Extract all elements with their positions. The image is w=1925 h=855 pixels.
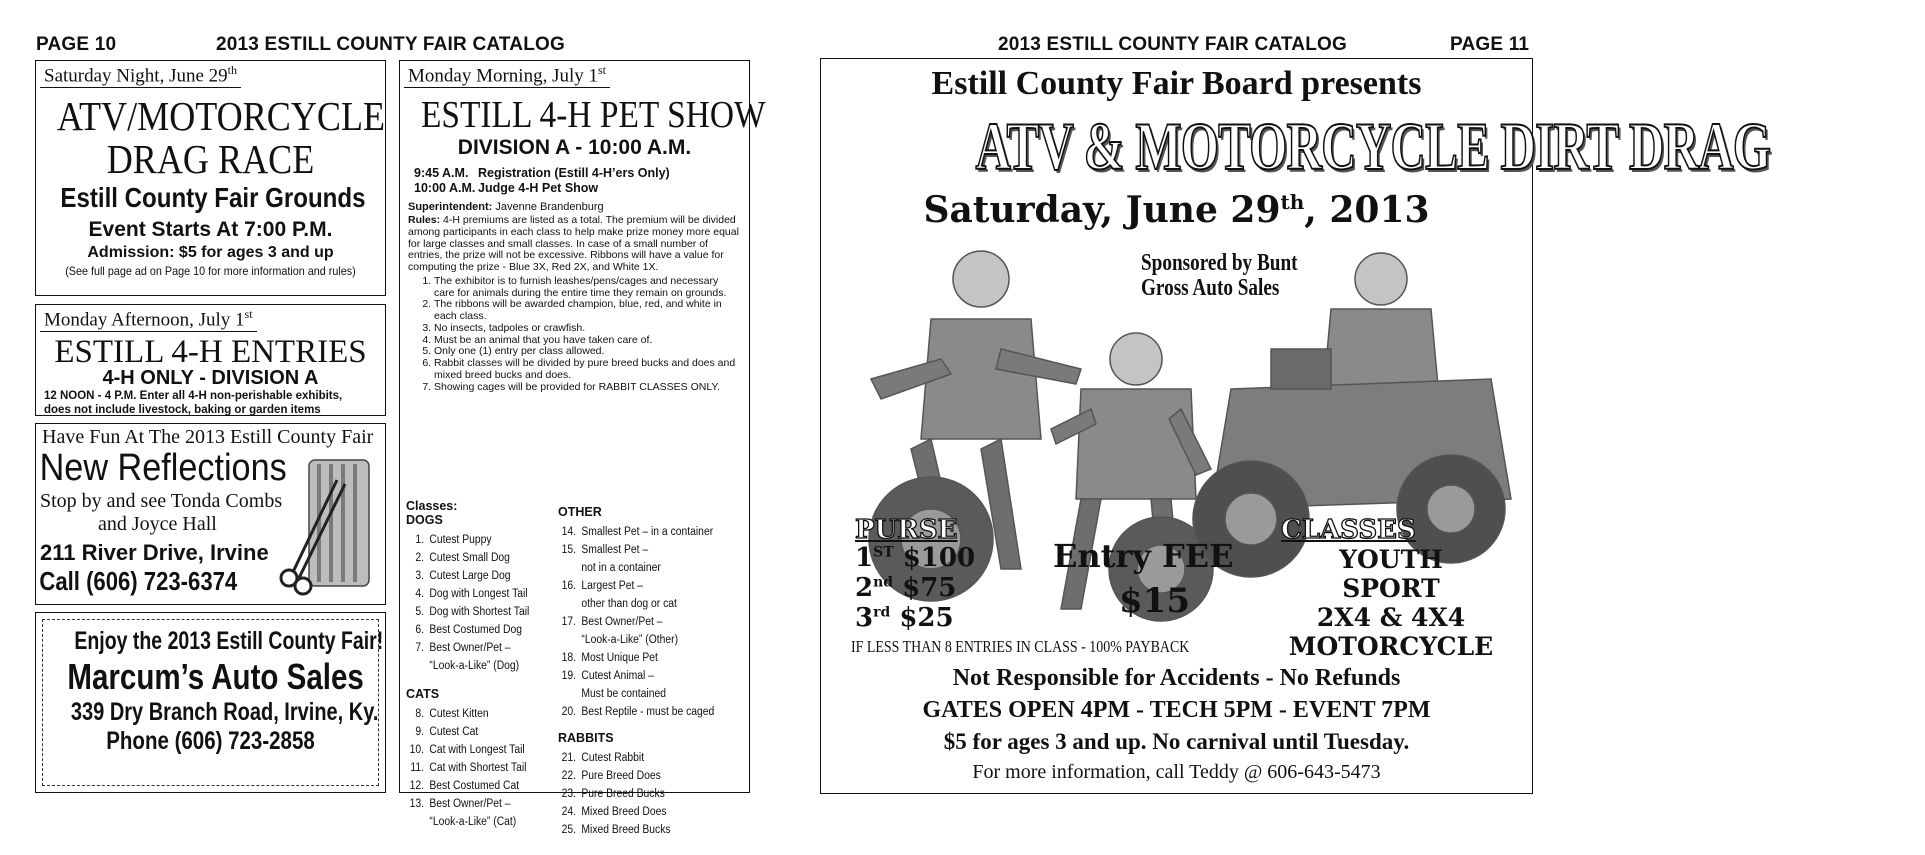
class-number: 16.: [561, 580, 576, 592]
purse-row: 2nd $75: [855, 573, 957, 603]
class-item: MOTORCYCLE: [1288, 632, 1494, 661]
class-number: 24.: [561, 806, 576, 818]
class-entry: [406, 657, 543, 675]
disclaimer: Not Responsible for Accidents - No Refunds: [952, 665, 1401, 691]
schedule-row: 10:00 A.M. Judge 4-H Pet Show: [414, 180, 599, 195]
class-number: [558, 631, 581, 649]
class-entry: [406, 723, 543, 741]
class-number: 14.: [561, 526, 576, 538]
class-entry: [406, 705, 543, 723]
admission: Admission: $5 for ages 3 and up: [87, 244, 334, 262]
class-number: 12.: [409, 780, 424, 792]
class-number: 8.: [415, 708, 424, 720]
class-name: Cutest Rabbit: [581, 752, 645, 764]
rabbits-label: RABBITS: [558, 731, 614, 745]
class-entry: [406, 741, 543, 759]
class-number: 13.: [409, 798, 424, 810]
class-number: 25.: [561, 824, 576, 836]
class-name: “Look-a-Like” (Dog): [429, 660, 520, 672]
notice-date: Monday Afternoon, July 1st: [40, 307, 257, 332]
event-times: GATES OPEN 4PM - TECH 5PM - EVENT 7PM: [922, 697, 1431, 723]
class-number: 19.: [561, 670, 576, 682]
class-name: Dog with Shortest Tail: [429, 606, 530, 618]
class-name: Cat with Shortest Tail: [429, 762, 527, 774]
class-number: 3.: [415, 570, 424, 582]
rabbits-classes: [558, 749, 754, 839]
rule-item: 4. Must be an animal that you have taken care of.: [434, 335, 741, 347]
class-entry: [558, 523, 734, 541]
see-note: (See full page ad on Page 10 for more information and rules): [65, 264, 356, 279]
class-name: Pure Breed Does: [581, 770, 661, 782]
class-name: Cutest Large Dog: [429, 570, 511, 582]
class-name: Best Owner/Pet –: [429, 798, 511, 810]
class-number: 1.: [415, 534, 424, 546]
notice-headline: ESTILL 4-H ENTRIES: [54, 334, 367, 371]
rule-item: 5. Only one (1) entry per class allowed.: [434, 346, 741, 358]
class-name: Cutest Cat: [429, 726, 479, 738]
notice-headline: ESTILL 4-H PET SHOW: [420, 94, 766, 137]
class-name: Cutest Animal –: [581, 670, 654, 682]
catalog-title-right: 2013 ESTILL COUNTY FAIR CATALOG: [998, 34, 1347, 55]
class-entry: [558, 685, 734, 703]
scissors-icon: [279, 450, 379, 596]
class-number: [558, 559, 581, 577]
class-entry: [558, 803, 734, 821]
class-name: Smallest Pet – in a container: [581, 526, 714, 538]
catalog-title-left: 2013 ESTILL COUNTY FAIR CATALOG: [216, 34, 565, 55]
class-entry: [406, 567, 543, 585]
class-number: 9.: [415, 726, 424, 738]
pet-show-notice: [399, 60, 766, 836]
class-name: Smallest Pet –: [581, 544, 649, 556]
class-entry: [406, 603, 543, 621]
phone: Call (606) 723-6374: [39, 566, 238, 596]
class-name: Cutest Kitten: [429, 708, 489, 720]
superintendent: Superintendent: Javenne Brandenburg: [408, 201, 604, 214]
start-time: Event Starts At 7:00 P.M.: [88, 218, 333, 242]
class-entry: [406, 621, 543, 639]
phone: Phone (606) 723-2858: [106, 727, 315, 755]
dogs-label: DOGS: [406, 513, 443, 527]
class-entry: [558, 821, 734, 839]
marcum-auto-sales-ad: [35, 612, 386, 793]
class-number: 15.: [561, 544, 576, 556]
ad-tagline: Have Fun At The 2013 Estill County Fair: [42, 426, 374, 448]
sponsor-line: Sponsored by Bunt: [1141, 250, 1298, 276]
class-name: Best Reptile - must be caged: [581, 706, 715, 718]
division-line: DIVISION A - 10:00 A.M.: [457, 136, 692, 160]
entry-fee: $15: [1119, 581, 1190, 621]
ad-text: Stop by and see Tonda Combs: [40, 490, 283, 512]
class-number: 6.: [415, 624, 424, 636]
class-name: other than dog or cat: [581, 598, 677, 610]
division-line: 4-H ONLY - DIVISION A: [102, 367, 319, 390]
schedule: [400, 166, 749, 195]
rule-item: 3. No insects, tadpoles or crawfish.: [434, 323, 741, 335]
classes-right-column: [558, 499, 754, 839]
dogs-classes: [406, 531, 558, 675]
ad-headline: ATV & MOTORCYCLE DIRT DRAG: [975, 108, 1771, 184]
class-name: Cat with Longest Tail: [429, 744, 525, 756]
class-name: Largest Pet –: [581, 580, 643, 592]
dirt-drag-ad: [820, 58, 1771, 794]
class-number: [558, 595, 581, 613]
rule-item: 2. The ribbons will be awarded champion, blue, red, and white in each class.: [434, 299, 741, 323]
class-number: 23.: [561, 788, 576, 800]
class-entry: [558, 577, 734, 595]
class-entry: [558, 613, 734, 631]
class-number: 7.: [415, 642, 424, 654]
class-entry: [406, 813, 543, 831]
class-name: Must be contained: [581, 688, 666, 700]
class-name: Most Unique Pet: [581, 652, 658, 664]
address: 211 River Drive, Irvine: [40, 540, 269, 565]
entries-notice: [35, 304, 386, 416]
class-entry: [558, 559, 734, 577]
new-reflections-ad: [35, 423, 386, 605]
class-number: 22.: [561, 770, 576, 782]
notice-headline: ATV/MOTORCYCLE: [56, 93, 386, 140]
class-number: 2.: [415, 552, 424, 564]
purse-row: 3rd $25: [855, 603, 954, 633]
sponsor: [1141, 251, 1298, 301]
rules-list: [400, 276, 749, 394]
class-entry: [558, 767, 734, 785]
class-number: [406, 657, 429, 675]
entry-details: 12 NOON - 4 P.M. Enter all 4-H non-perishable exhibits,: [44, 390, 343, 403]
class-entry: [406, 639, 543, 657]
class-name: Pure Breed Bucks: [581, 788, 665, 800]
class-number: 10.: [409, 744, 424, 756]
class-entry: [406, 795, 543, 813]
class-entry: [406, 531, 543, 549]
classes-left-column: [406, 499, 558, 831]
other-classes: [558, 523, 754, 721]
address: 339 Dry Branch Road, Irvine, Ky.: [70, 698, 379, 726]
class-name: “Look-a-Like” (Cat): [429, 816, 517, 828]
class-name: Best Costumed Cat: [429, 780, 520, 792]
entry-fee-label: Entry FEE: [1053, 537, 1234, 575]
class-item: SPORT: [1342, 574, 1440, 603]
class-number: 4.: [415, 588, 424, 600]
rule-item: 1. The exhibitor is to furnish leashes/pens/cages and necessary care for animals during the entire time they remain on grounds.: [434, 276, 741, 300]
class-item: YOUTH: [1339, 545, 1443, 574]
atv-drag-race-notice: [35, 60, 386, 296]
class-entry: [558, 595, 734, 613]
class-name: Best Costumed Dog: [429, 624, 523, 636]
class-item: 2X4 & 4X4: [1316, 603, 1466, 632]
cats-label: CATS: [406, 687, 440, 701]
schedule-row: 9:45 A.M. Registration (Estill 4-H’ers Only): [414, 166, 670, 181]
page-number-right: PAGE 11: [1450, 34, 1530, 55]
business-name: New Reflections: [39, 447, 287, 489]
class-name: Cutest Small Dog: [429, 552, 510, 564]
class-name: not in a container: [581, 562, 661, 574]
class-name: Dog with Longest Tail: [429, 588, 528, 600]
purse-row: 1ST $100: [855, 543, 976, 573]
rule-item: 7. Showing cages will be provided for RABBIT CLASSES ONLY.: [434, 382, 741, 394]
page-number-left: PAGE 10: [36, 34, 117, 55]
class-name: Best Owner/Pet –: [581, 616, 663, 628]
class-entry: [558, 541, 734, 559]
ad-tagline: Enjoy the 2013 Estill County Fair!: [74, 627, 384, 655]
purse-label: PURSE: [855, 515, 958, 545]
event-date: Saturday, June 29th, 2013: [923, 189, 1430, 231]
class-entry: [558, 649, 734, 667]
business-name: Marcum’s Auto Sales: [67, 656, 364, 697]
class-entry: [558, 785, 734, 803]
rules-text: Rules: 4-H premiums are listed as a total. The premium will be divided among participants in each class to help make prize money more equal for large classes and small classes. In case of a small number of entries, the prize will not be excessive. Ribbons will have a value for computing the prize - Blue 3X, Red 2X, and White 1X.: [408, 214, 739, 274]
classes-label: CLASSES: [1281, 515, 1416, 545]
class-entry: [406, 759, 543, 777]
class-number: 17.: [561, 616, 576, 628]
payback-note: IF LESS THAN 8 ENTRIES IN CLASS - 100% PAYBACK: [851, 637, 1190, 656]
cats-classes: [406, 705, 558, 831]
class-entry: [406, 777, 543, 795]
class-number: [558, 685, 581, 703]
class-name: Cutest Puppy: [429, 534, 492, 546]
class-entry: [558, 667, 734, 685]
classes-label: Classes:: [406, 499, 458, 513]
class-number: 11.: [410, 762, 424, 774]
class-entry: [558, 749, 734, 767]
class-entry: [406, 549, 543, 567]
notice-date: Monday Morning, July 1st: [404, 63, 610, 88]
class-name: Mixed Breed Does: [581, 806, 667, 818]
class-entry: [558, 703, 734, 721]
rule-item: 6. Rabbit classes will be divided by pure breed bucks and does and mixed breed bucks and does.: [434, 358, 741, 382]
ad-text-2: and Joyce Hall: [98, 513, 217, 535]
contact-info: For more information, call Teddy @ 606-643-5473: [972, 761, 1381, 783]
entry-details-2: does not include livestock, baking or garden items: [44, 403, 321, 416]
presenter: Estill County Fair Board presents: [931, 65, 1422, 102]
sponsor-line: Gross Auto Sales: [1141, 275, 1280, 302]
class-number: 18.: [561, 652, 576, 664]
class-number: 5.: [415, 606, 424, 618]
class-entry: [406, 585, 543, 603]
notice-date: Saturday Night, June 29th: [40, 63, 241, 88]
class-number: [406, 813, 429, 831]
other-label: OTHER: [558, 505, 602, 519]
class-number: 20.: [561, 706, 576, 718]
class-name: Best Owner/Pet –: [429, 642, 511, 654]
class-entry: [558, 631, 734, 649]
class-number: 21.: [561, 752, 576, 764]
notice-headline-2: DRAG RACE: [106, 136, 315, 183]
class-name: “Look-a-Like” (Other): [581, 634, 679, 646]
venue: Estill County Fair Grounds: [60, 182, 366, 214]
admission: $5 for ages 3 and up. No carnival until Tuesday.: [943, 729, 1410, 754]
class-name: Mixed Breed Bucks: [581, 824, 671, 836]
